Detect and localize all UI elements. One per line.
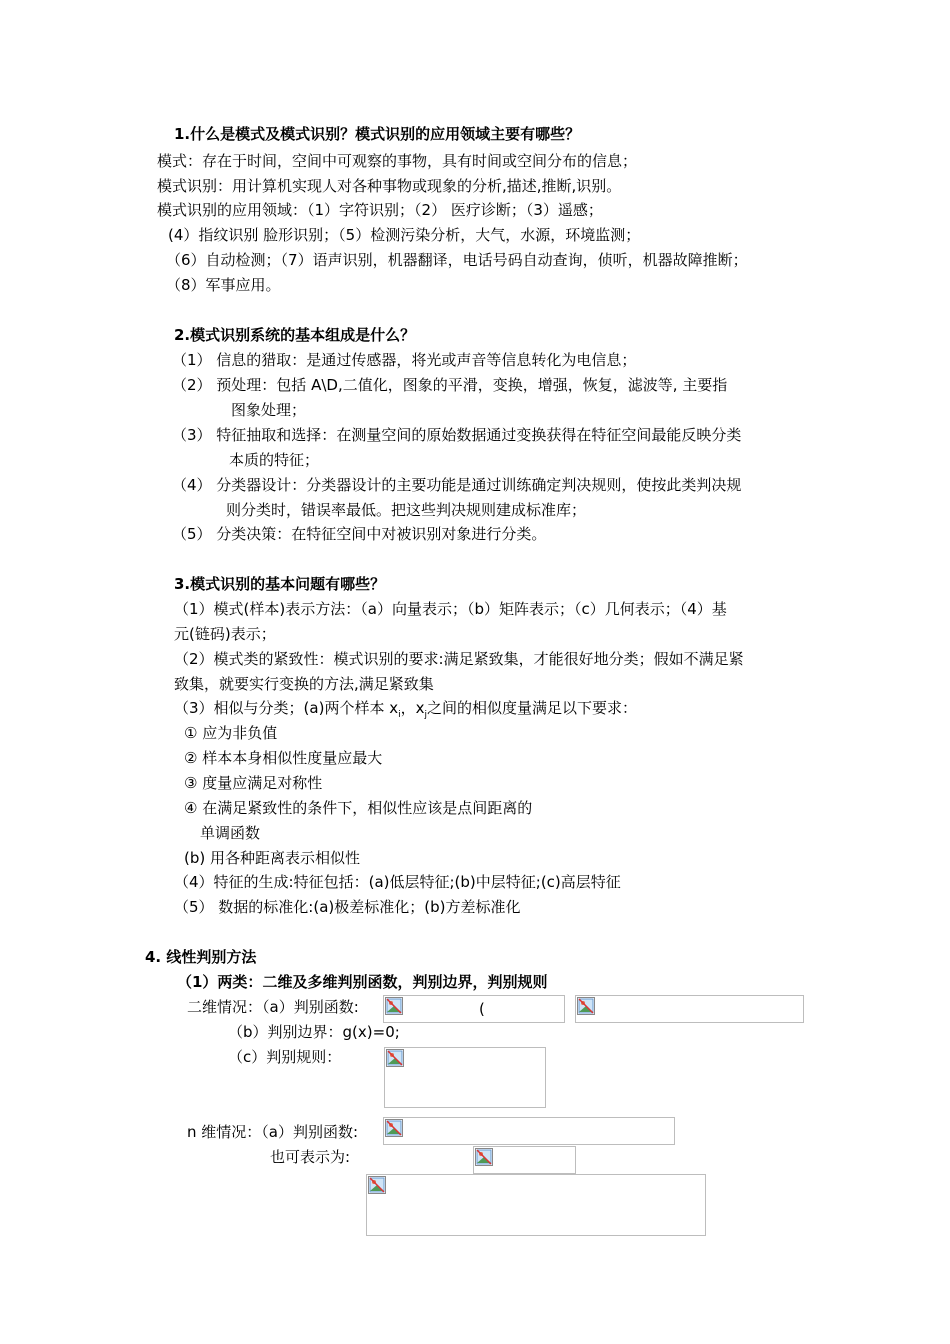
paren-text: ( (479, 1000, 485, 1018)
q1-line-4: (4）指纹识别 脸形识别；（5）检测污染分析，大气，水源，环境监测； (168, 226, 641, 244)
similarity-sep: ，x (400, 699, 425, 717)
similarity-suffix: 之间的相似度量满足以下要求： (427, 699, 638, 717)
broken-image-icon (368, 1176, 386, 1194)
q3-item-4: ④ 在满足紧致性的条件下，相似性应该是点间距离的 (184, 799, 533, 817)
broken-image-icon (385, 997, 403, 1015)
q3-line-3: （2）模式类的紧致性：模式识别的要求:满足紧致集，才能很好地分类；假如不满足紧 (174, 650, 744, 668)
broken-image-icon (386, 1049, 404, 1067)
q1-line-6: （8）军事应用。 (166, 276, 281, 294)
q1-line-3: 模式识别的应用领域：（1）字符识别；（2） 医疗诊断；（3）遥感； (157, 201, 603, 219)
formula-image-3 (384, 1047, 546, 1108)
q2-line-8: （5） 分类决策：在特征空间中对被识别对象进行分类。 (172, 525, 547, 543)
q3-line-4: 致集，就要实行变换的方法,满足紧致集 (174, 675, 434, 693)
q3-line-1: （1）模式(样本)表示方法：（a）向量表示；（b）矩阵表示；（c）几何表示；（4）基 (174, 600, 727, 618)
also-label: 也可表示为: (270, 1148, 351, 1166)
q3-item-5: 单调函数 (200, 824, 261, 842)
q2-line-5: 本质的特征； (229, 451, 320, 469)
q2-line-4: （3） 特征抽取和选择：在测量空间的原始数据通过变换获得在特征空间最能反映分类 (172, 426, 742, 444)
q4-subtitle: （1）两类：二维及多维判别函数，判别边界，判别规则 (177, 973, 548, 991)
formula-image-1 (383, 995, 565, 1023)
q2-line-6: （4） 分类器设计：分类器设计的主要功能是通过训练确定判决规则，使按此类判决规 (172, 476, 742, 494)
sub-i: i (398, 710, 401, 720)
q3-similarity-line (174, 698, 637, 725)
q3-item-8: （5） 数据的标准化:(a)极差标准化；(b)方差标准化 (174, 898, 521, 916)
q2-line-3: 图象处理； (231, 401, 307, 419)
q4-title: 4. 线性判别方法 (145, 948, 257, 966)
sub-j: j (424, 710, 428, 720)
formula-image-5 (473, 1146, 576, 1174)
q2-line-1: （1） 信息的猎取：是通过传感器，将光或声音等信息转化为电信息； (172, 351, 637, 369)
two-dim-label: 二维情况：（a）判别函数: (187, 998, 359, 1016)
q2-title: 2.模式识别系统的基本组成是什么？ (174, 326, 416, 344)
broken-image-icon (475, 1148, 493, 1166)
n-dim-label: n 维情况：（a）判别函数: (187, 1123, 359, 1141)
q1-line-2: 模式识别：用计算机实现人对各种事物或现象的分析,描述,推断,识别。 (157, 177, 622, 195)
broken-image-icon (385, 1119, 403, 1137)
q2-line-2: （2） 预处理：包括 A\D,二值化，图象的平滑，变换，增强，恢复，滤波等, 主要指 (172, 376, 728, 394)
q3-item-7: （4）特征的生成:特征包括：(a)低层特征;(b)中层特征;(c)高层特征 (174, 873, 621, 891)
broken-image-icon (577, 997, 595, 1015)
q3-item-1: ① 应为非负值 (184, 724, 278, 742)
formula-image-6 (366, 1174, 706, 1236)
q3-item-3: ③ 度量应满足对称性 (184, 774, 323, 792)
formula-image-4 (383, 1117, 675, 1145)
q2-line-7: 则分类时，错误率最低。把这些判决规则建成标准库； (226, 501, 587, 519)
formula-image-2 (575, 995, 804, 1023)
rule-line: （c）判别规则： (228, 1048, 342, 1066)
q1-title: 1.什么是模式及模式识别？模式识别的应用领域主要有哪些？ (174, 125, 581, 143)
q3-item-6: (b) 用各种距离表示相似性 (184, 849, 360, 867)
q3-item-2: ② 样本本身相似性度量应最大 (184, 749, 383, 767)
q1-line-5: （6）自动检测；（7）语声识别，机器翻译，电话号码自动查询，侦听，机器故障推断； (166, 251, 748, 269)
q1-line-1: 模式：存在于时间，空间中可观察的事物，具有时间或空间分布的信息； (157, 152, 638, 170)
similarity-prefix: （3）相似与分类；(a)两个样本 x (174, 699, 399, 717)
q3-line-2: 元(链码)表示； (174, 625, 276, 643)
q3-title: 3.模式识别的基本问题有哪些？ (174, 575, 386, 593)
boundary-line: （b）判别边界：g(x)=0; (228, 1023, 400, 1041)
